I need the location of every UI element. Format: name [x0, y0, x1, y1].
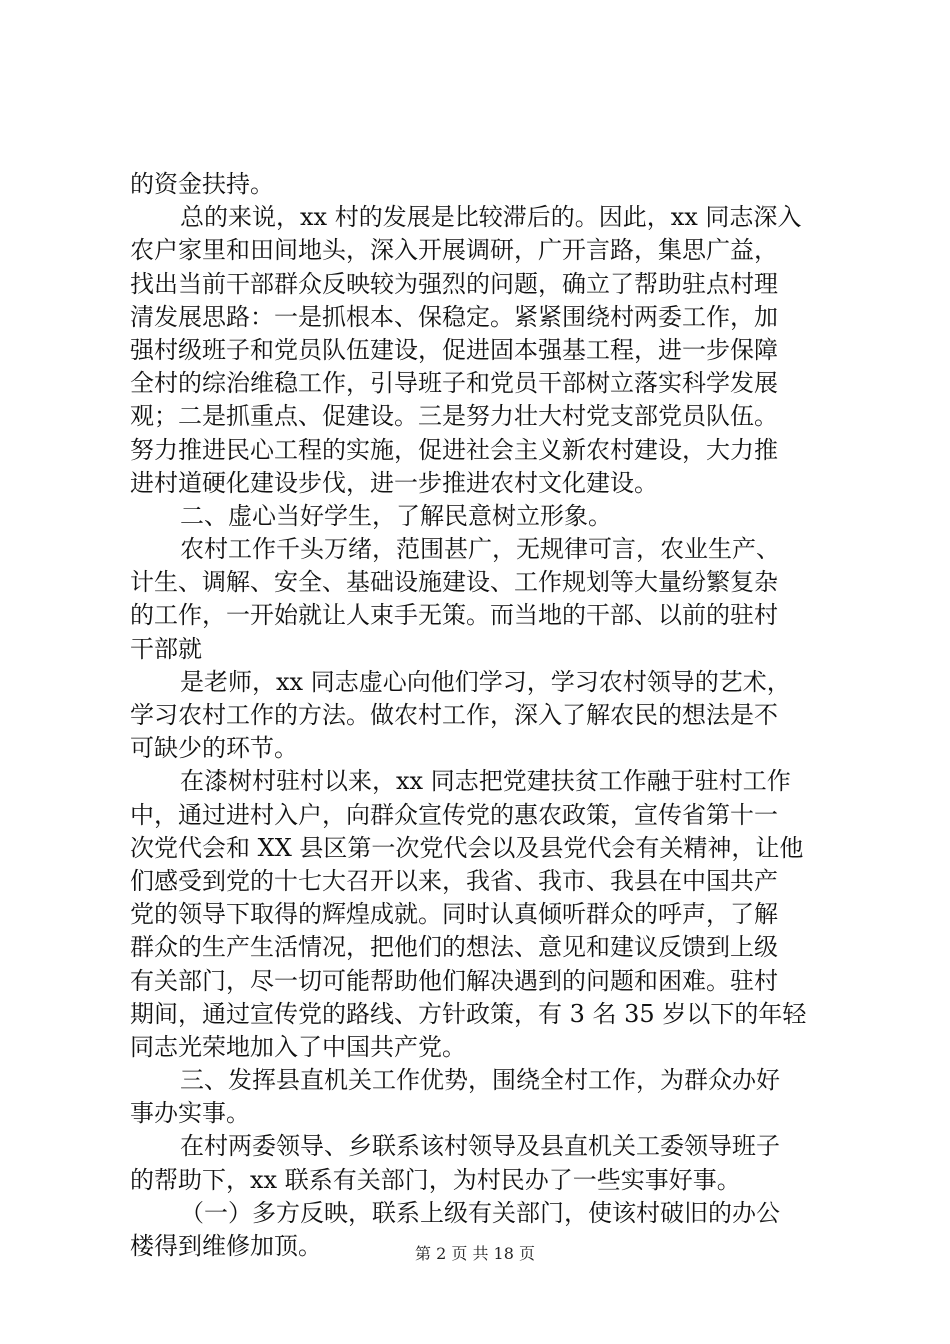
text-line: 进村道硬化建设步伐，进一步推进农村文化建设。 — [130, 468, 658, 497]
text-line: 全村的综治维稳工作，引导班子和党员干部树立落实科学发展 — [130, 369, 778, 398]
text-line: 期间，通过宣传党的路线、方针政策，有 3 名 35 岁以下的年轻 — [130, 999, 807, 1028]
text-line: 党的领导下取得的辉煌成就。同时认真倾听群众的呼声，了解 — [130, 900, 778, 929]
text-line: 观；二是抓重点、促建设。三是努力壮大村党支部党员队伍。 — [130, 402, 778, 431]
text-line: 干部就 — [130, 634, 202, 663]
text-line: 群众的生产生活情况，把他们的想法、意见和建议反馈到上级 — [130, 933, 778, 962]
text-line: 找出当前干部群众反映较为强烈的问题，确立了帮助驻点村理 — [130, 269, 778, 298]
text-line: 中，通过进村入户，向群众宣传党的惠农政策，宣传省第十一 — [130, 800, 778, 829]
page-footer: 第 2 页 共 18 页 — [415, 1244, 535, 1263]
document-body — [130, 168, 830, 1263]
text-line: 们感受到党的十七大召开以来，我省、我市、我县在中国共产 — [130, 866, 778, 895]
text-line: 学习农村工作的方法。做农村工作，深入了解农民的想法是不 — [130, 701, 778, 729]
text-line: 农户家里和田间地头，深入开展调研，广开言路，集思广益， — [130, 236, 778, 265]
text-line: 可缺少的环节。 — [130, 734, 298, 763]
text-line: 清发展思路：一是抓根本、保稳定。紧紧围绕村两委工作，加 — [130, 302, 778, 331]
text-line: 的资金扶持。 — [130, 170, 274, 198]
text-line: 事办实事。 — [130, 1099, 250, 1128]
text-line: 在村两委领导、乡联系该村领导及县直机关工委领导班子 — [180, 1132, 780, 1161]
text-line: （一）多方反映，联系上级有关部门，使该村破旧的办公 — [180, 1198, 780, 1227]
text-line: 楼得到维修加顶。 — [130, 1232, 322, 1260]
text-line: 在漆树村驻村以来，xx 同志把党建扶贫工作融于驻村工作 — [180, 767, 791, 796]
text-line: 是老师，xx 同志虚心向他们学习，学习农村领导的艺术， — [180, 667, 791, 696]
text-line: 农村工作千头万绪，范围甚广，无规律可言，农业生产、 — [180, 535, 780, 564]
text-line: 计生、调解、安全、基础设施建设、工作规划等大量纷繁复杂 — [130, 568, 778, 597]
text-line: 强村级班子和党员队伍建设，促进固本强基工程，进一步保障 — [130, 335, 778, 364]
text-line: 的工作，一开始就让人束手无策。而当地的干部、以前的驻村 — [130, 601, 778, 630]
text-line: 有关部门，尽一切可能帮助他们解决遇到的问题和困难。驻村 — [130, 966, 778, 995]
text-line: 的帮助下，xx 联系有关部门，为村民办了一些实事好事。 — [130, 1165, 741, 1194]
text-line: 三、发挥县直机关工作优势，围绕全村工作，为群众办好 — [180, 1066, 780, 1095]
text-line: 二、虚心当好学生，了解民意树立形象。 — [180, 501, 612, 530]
text-line: 努力推进民心工程的实施，促进社会主义新农村建设，大力推 — [130, 435, 778, 464]
text-line: 同志光荣地加入了中国共产党。 — [130, 1032, 466, 1061]
text-line: 总的来说，xx 村的发展是比较滞后的。因此，xx 同志深入 — [180, 203, 802, 232]
text-line: 次党代会和 XX 县区第一次党代会以及县党代会有关精神，让他 — [130, 833, 804, 862]
